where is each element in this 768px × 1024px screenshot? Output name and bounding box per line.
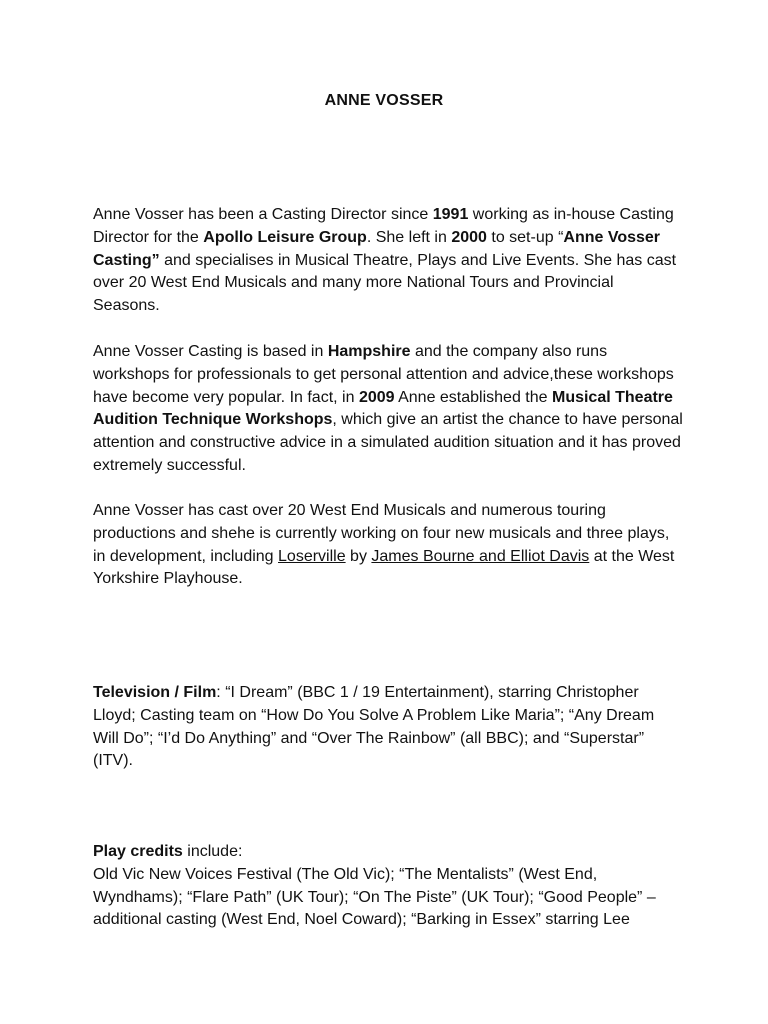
text-span: Anne Vosser has been a Casting Director since [93,206,433,223]
underlined-loserville: Loserville [278,547,346,565]
text-span: , which give an artist the chance to have personal attention and constructive advice in a simulated audition situation and it has proved extremely successful. [93,411,683,474]
text-span: and the company also runs workshops for professionals to get personal attention and advice,these workshops have become very popular. In fact, in [93,343,674,406]
text-span: Old Vic New Voices Festival (The Old Vic); “The Mentalists” (West End, Wyndhams); “Flare Path” (UK Tour); “On The Piste” (UK Tour); “Good People” – additional casting (West End, Noel Coward); “Barking in Essex” starring Lee [93,865,656,929]
paragraph-play-credits [93,841,683,932]
text-span: Anne Vosser Casting is based in [93,343,328,360]
bold-year-2000: 2000 [451,228,487,246]
text-span: working as in-house Casting Director for the [93,206,674,246]
paragraph-career-intro [93,204,683,318]
text-span: by [345,547,372,565]
paragraph-television-film [93,682,683,773]
text-span: : “I Dream” (BBC 1 / 19 Entertainment), starring Christopher Lloyd; Casting team on “How Do You Solve A Problem Like Maria”; “Any Dream Will Do”; “I’d Do Anything” and “Over The Rainbow” (all BBC); and “Superstar” (ITV). [93,684,655,770]
bold-play-credits-label: Play credits [93,843,183,860]
paragraph-workshops [93,341,683,478]
bold-year-2009: 2009 [358,388,395,406]
text-span: and specialises in Musical Theatre, Plays and Live Events. She has cast over 20 West End Musicals and many more National Tours and Provincial Seasons. [93,251,677,315]
bold-year-1991: 1991 [432,206,469,223]
page-title: ANNE VOSSER [324,92,444,109]
text-span: . She left in [366,228,452,246]
bold-workshops-name: Musical Theatre Audition Technique Workshops [93,388,673,429]
text-span: at the West Yorkshire Playhouse. [93,547,675,588]
text-span: Anne Vosser has cast over 20 West End Musicals and numerous touring productions and shehe is currently working on four new musicals and three plays, in development, including [93,502,670,565]
bold-television-film-label: Television / Film [93,684,217,701]
underlined-authors: James Bourne and Elliot Davis [371,547,590,565]
text-span: to set-up “ [486,228,564,246]
paragraph-current-work [93,500,683,591]
bold-hampshire: Hampshire [327,343,411,360]
text-span: Anne established the [394,388,552,406]
bold-anne-vosser-casting: Anne Vosser Casting” [93,228,661,269]
bold-apollo-leisure-group: Apollo Leisure Group [203,228,367,246]
text-span: include: [182,843,243,860]
